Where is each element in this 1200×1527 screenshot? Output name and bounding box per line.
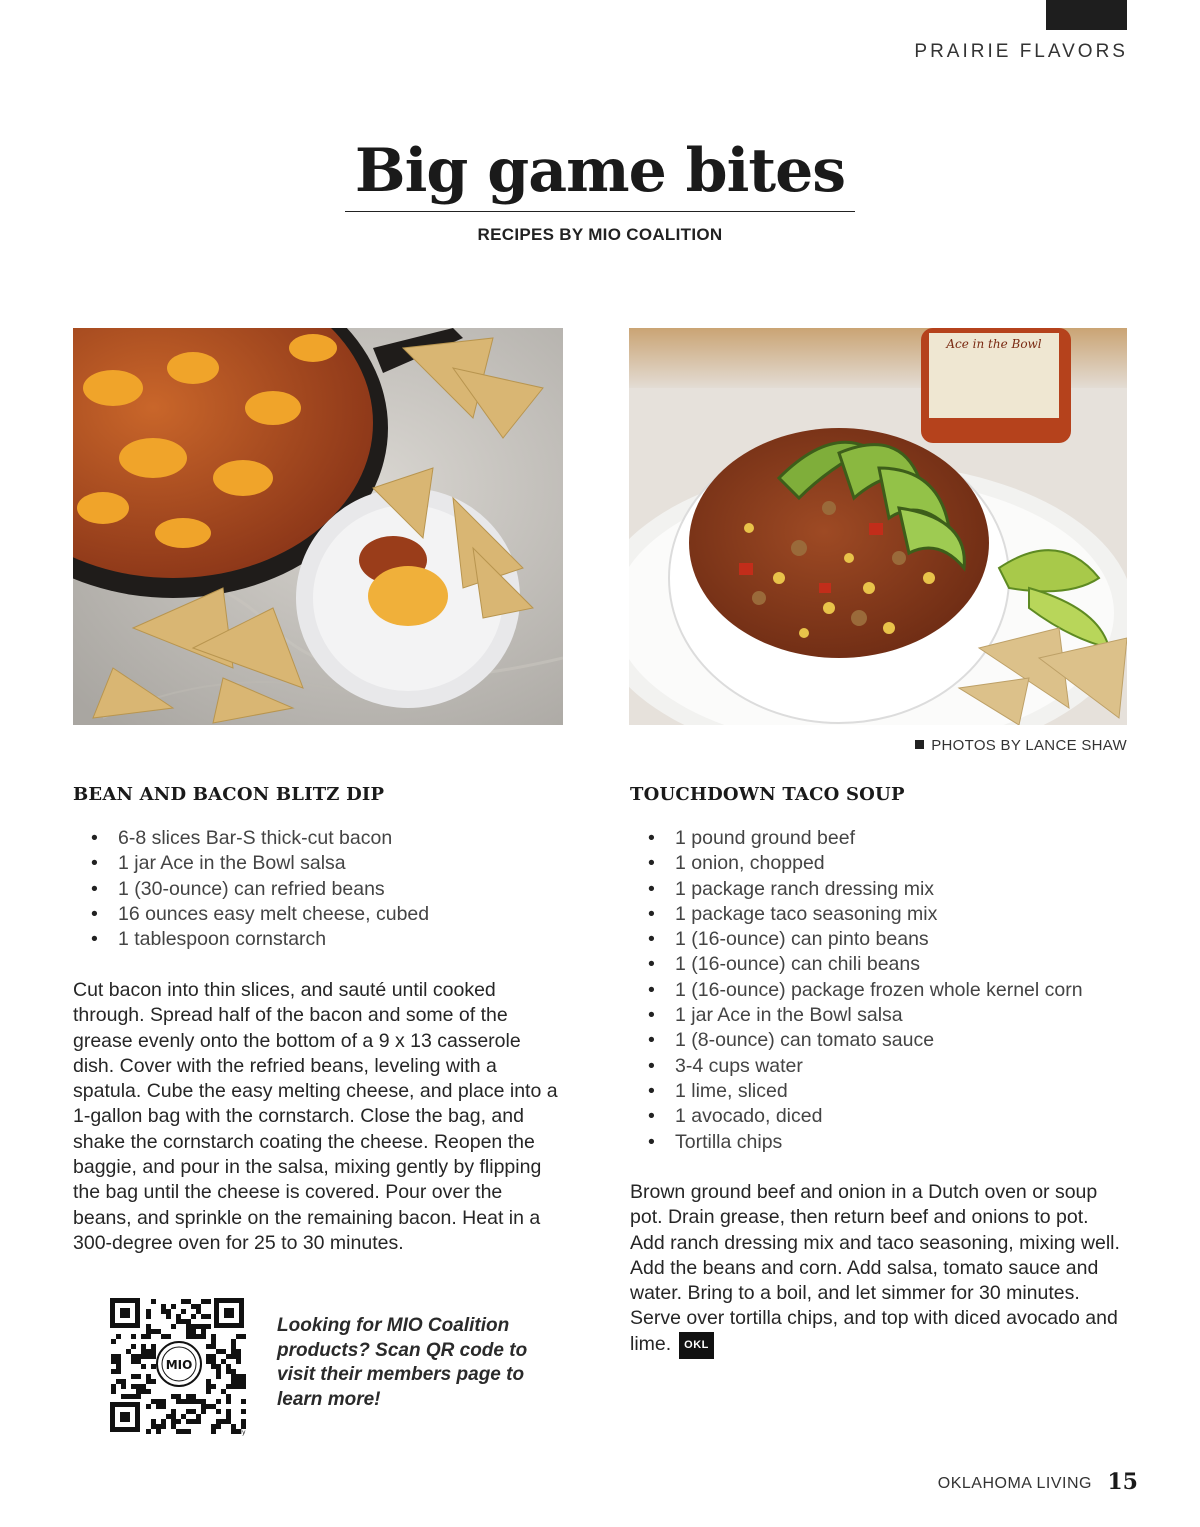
list-item: • 1 onion, chopped — [630, 851, 1128, 876]
recipe-title-dip: BEAN AND BACON BLITZ DIP — [73, 784, 385, 805]
directions-soup — [630, 1180, 1120, 1359]
article-title: Big game bites — [354, 136, 846, 206]
list-item: • 3-4 cups water — [630, 1054, 1128, 1079]
page-number: 15 — [1107, 1469, 1138, 1495]
list-item: • 1 jar Ace in the Bowl salsa — [630, 1003, 1128, 1028]
list-item: • 1 package ranch dressing mix — [630, 877, 1128, 902]
ingredient-list-dip — [73, 826, 563, 952]
list-item: • 1 avocado, diced — [630, 1104, 1128, 1129]
ingredient-list-soup — [630, 826, 1128, 1155]
queso-dip-photo — [73, 328, 563, 725]
list-item: • 1 (8-ounce) can tomato sauce — [630, 1028, 1128, 1053]
list-item: • 1 (16-ounce) can chili beans — [630, 952, 1128, 977]
salsa-jar-label: Ace in the Bowl — [946, 337, 1042, 351]
photo-credit — [915, 737, 1127, 754]
list-item: • 1 tablespoon cornstarch — [73, 927, 563, 952]
title-divider — [345, 211, 855, 212]
qr-tag-text: bitly — [232, 1429, 246, 1436]
okl-end-mark: OKL — [679, 1332, 714, 1359]
section-tab-marker — [1046, 0, 1127, 30]
directions-soup-text: Brown ground beef and onion in a Dutch oven or soup pot. Drain grease, then return beef and onions to pot. Add ranch dressing mix and taco seasoning, mixing well. Add the beans and corn. Add salsa, tomato sauce and water. Bring to a boil, and let simmer for 30 minutes. Serve over tortilla chips, and top with diced avocado and lime. — [630, 1181, 1120, 1355]
qr-promo-text: Looking for MIO Coalition products? Scan QR code to visit their members page to learn more! — [277, 1315, 528, 1410]
magazine-name: OKLAHOMA LIVING — [937, 1475, 1092, 1492]
recipe-title-soup: TOUCHDOWN TACO SOUP — [630, 784, 905, 805]
list-item: • 16 ounces easy melt cheese, cubed — [73, 902, 563, 927]
list-item: • 1 lime, sliced — [630, 1079, 1128, 1104]
photo-credit-text: PHOTOS BY LANCE SHAW — [931, 737, 1127, 754]
list-item: • 1 jar Ace in the Bowl salsa — [73, 851, 563, 876]
qr-logo-text: MIO — [165, 1358, 193, 1372]
list-item: • 1 (30-ounce) can refried beans — [73, 877, 563, 902]
list-item: • 1 (16-ounce) package frozen whole kernel corn — [630, 978, 1128, 1003]
list-item: • 1 (16-ounce) can pinto beans — [630, 927, 1128, 952]
list-item: • 6-8 slices Bar-S thick-cut bacon — [73, 826, 563, 851]
list-item: • 1 package taco seasoning mix — [630, 902, 1128, 927]
credit-square-icon — [915, 740, 924, 749]
list-item: • 1 pound ground beef — [630, 826, 1128, 851]
qr-code[interactable] — [110, 1298, 248, 1436]
taco-soup-photo — [629, 328, 1127, 725]
directions-dip: Cut bacon into thin slices, and sauté until cooked through. Spread half of the bacon and some of the grease evenly onto the bottom of a 9 x 13 casserole dish. Cover with the refried beans, leveling with a spatula. Cube the easy melting cheese, and place into a 1-gallon bag with the cornstarch. Close the bag, and shake the cornstarch coating the cheese. Reopen the baggie, and pour in the salsa, mixing gently by flipping the bag until the cheese is covered. Pour over the beans, and sprinkle on the remaining bacon. Heat in a 300-degree oven for 25 to 30 minutes. — [73, 979, 558, 1254]
article-byline: RECIPES BY MIO COALITION — [477, 225, 723, 244]
section-label: PRAIRIE FLAVORS — [914, 41, 1128, 62]
list-item: • Tortilla chips — [630, 1130, 1128, 1155]
